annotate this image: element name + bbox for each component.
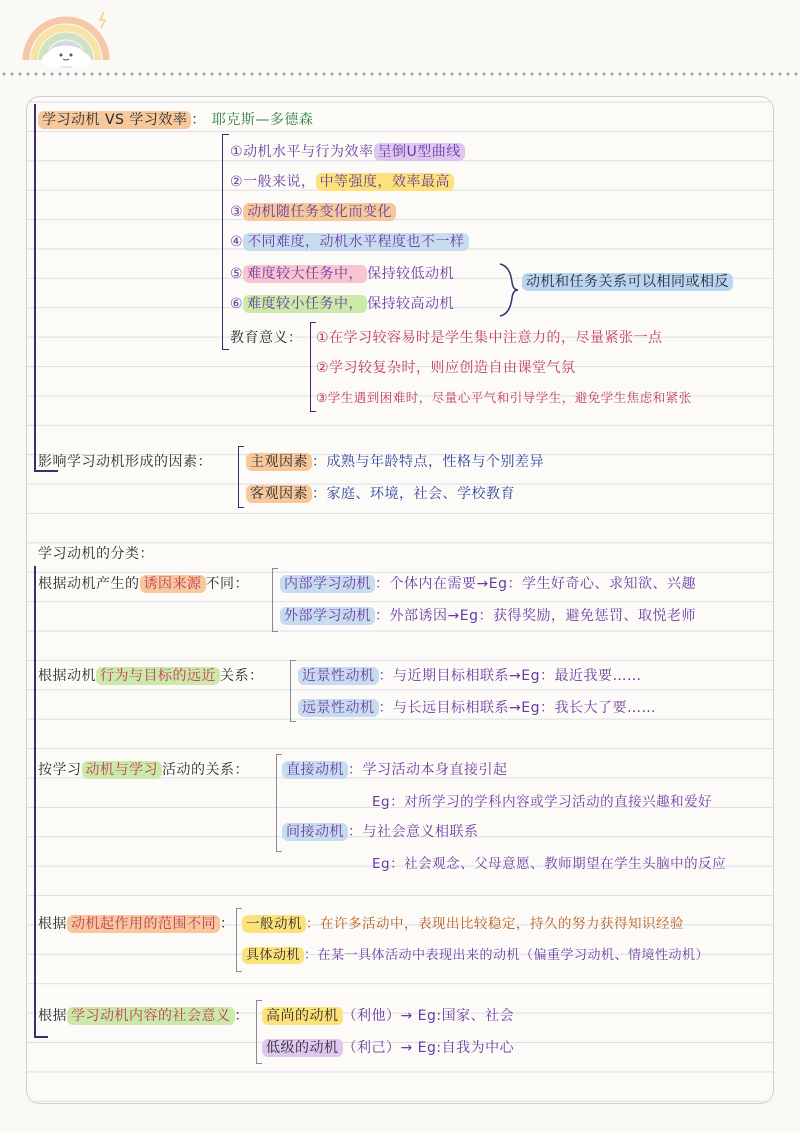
s2-objective: 客观因素 ：家庭、环境，社会、学校教育 (246, 484, 515, 504)
s3-g3-b: 间接动机 ：与社会意义相联系 (282, 822, 479, 842)
s1-item-5: ⑤ 难度较大任务中， 保持较低动机 (230, 266, 455, 282)
s3-g5-a: 高尚的动机 （利他）→ Eg:国家、社会 (262, 1006, 514, 1026)
s1-relation-note: 动机和任务关系可以相同或相反 (522, 272, 733, 292)
s1-law: 耶克斯—多德森 (211, 112, 314, 128)
s3-g1-bracket (272, 568, 278, 632)
dotted-divider (0, 72, 800, 76)
s3-g5-b: 低级的动机 （利己）→ Eg:自我为中心 (262, 1038, 514, 1058)
s1-item-4: ④ 不同难度，动机水平程度也不一样 (230, 232, 469, 252)
s3-g3-b-eg: Eg：社会观念、父母意愿、教师期望在学生头脑中的反应 (372, 856, 727, 872)
s3-g1-a: 内部学习动机 ：个体内在需要→Eg：学生好奇心、求知欲、兴趣 (280, 574, 696, 594)
s1-item-2: ②一般来说， 中等强度，效率最高 (230, 172, 454, 192)
s3-g2-a: 近景性动机 ：与近期目标相联系→Eg：最近我要…… (298, 666, 641, 686)
s3-g4-a: 一般动机 ：在许多活动中，表现出比较稳定，持久的努力获得知识经验 (242, 914, 684, 934)
s3-g1-title: 根据动机产生的 诱因来源 不同： (38, 576, 249, 592)
s1-title: 学习动机 VS 学习效率 (38, 111, 191, 129)
s2-bracket (238, 446, 244, 508)
s3-g2-bracket (290, 660, 296, 722)
s3-g3-a-eg: Eg：对所学习的学科内容或学习活动的直接兴趣和爱好 (372, 794, 713, 810)
s1-edu-3: ③学生遇到困难时，尽量心平气和引导学生，避免学生焦虑和紧张 (316, 390, 692, 405)
s3-g3-a: 直接动机 ：学习活动本身直接引起 (282, 760, 508, 780)
s3-g3-title: 按学习 动机与学习 活动的关系： (38, 762, 249, 778)
s3-title: 学习动机的分类： (38, 546, 154, 562)
s1-edu-2: ②学习较复杂时，则应创造自由课堂气氛 (316, 360, 576, 376)
s1-edu-label: 教育意义： (230, 330, 303, 346)
s1-items-bracket (222, 134, 229, 350)
s1-edu-1: ①在学习较容易时是学生集中注意力的，尽量紧张一点 (316, 330, 663, 346)
s1-title-row: 学习动机 VS 学习效率 ： 耶克斯—多德森 (38, 110, 313, 130)
rainbow-cloud-icon (16, 4, 116, 68)
s3-g1-b: 外部学习动机 ：外部诱因→Eg：获得奖励，避免惩罚、取悦老师 (280, 606, 696, 626)
s2-subjective: 主观因素 ：成熟与年龄特点，性格与个别差异 (246, 452, 544, 472)
s3-g2-title: 根据动机 行为与目标的远近 关系： (38, 668, 264, 684)
s3-g2-b: 远景性动机 ：与长远目标相联系→Eg：我长大了要…… (298, 698, 656, 718)
s2-title: 影响学习动机形成的因素： (38, 454, 212, 470)
s3-bottom-tick (34, 1036, 48, 1038)
s3-g4-title: 根据 动机起作用的范围不同 ： (38, 916, 235, 932)
s1-item-6: ⑥ 难度较小任务中， 保持较高动机 (230, 296, 455, 312)
s1-vertical-line (34, 104, 36, 470)
s1-item-1: ①动机水平与行为效率 呈倒U型曲线 (230, 142, 465, 162)
s3-g5-title: 根据 学习动机内容的社会意义 ： (38, 1008, 249, 1024)
s3-g4-b: 具体动机 ：在某一具体活动中表现出来的动机（偏重学习动机、情境性动机） (242, 946, 709, 966)
curly-brace-icon (498, 262, 520, 318)
s1-item-3: ③ 动机随任务变化而变化 (230, 202, 396, 222)
s3-vertical-line (34, 566, 36, 1036)
